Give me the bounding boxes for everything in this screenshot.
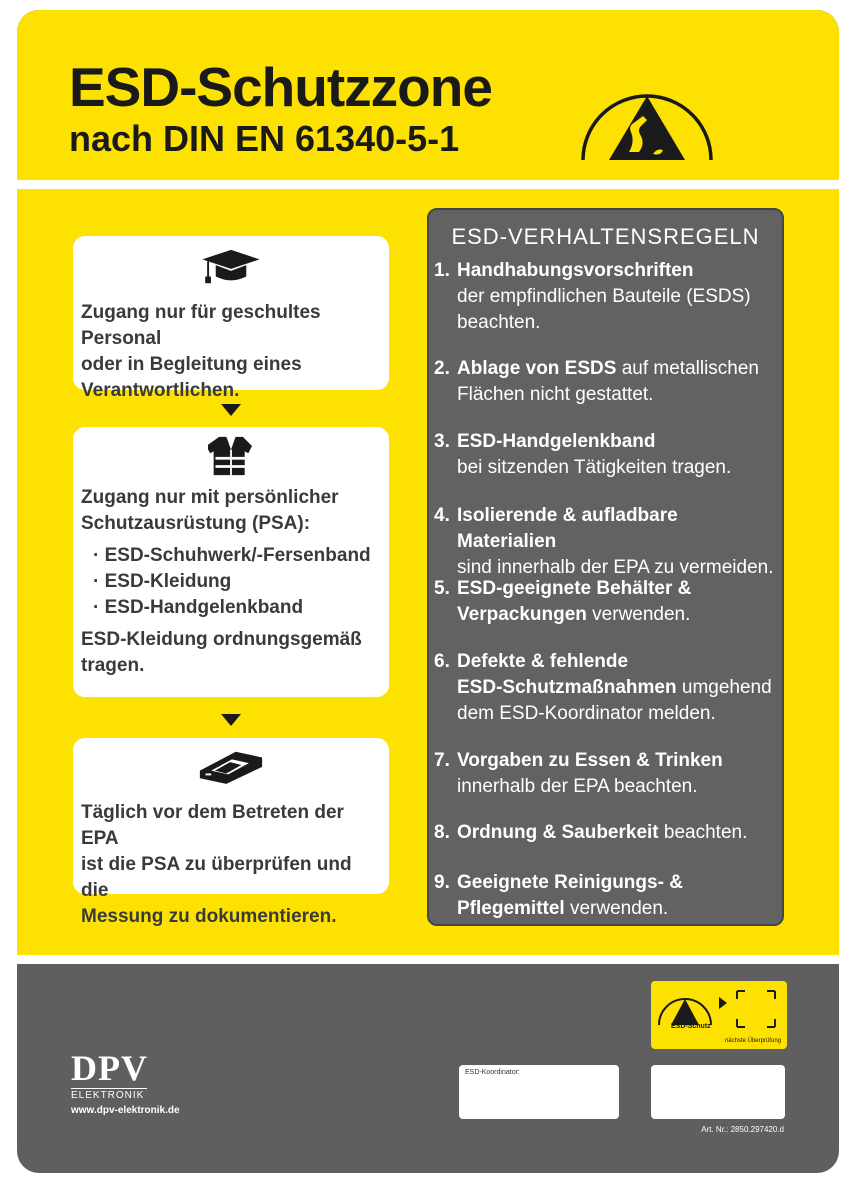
logo-subtitle: ELEKTRONIK <box>71 1090 145 1101</box>
rule-item: 3. ESD-Handgelenkband bei sitzenden Tätigkeiten tragen. <box>434 431 732 478</box>
step-text-line: Zugang nur mit persönlicher <box>81 487 339 508</box>
rule-item: 6. Defekte & fehlende ESD-Schutzmaßnahmen umgehend dem ESD-Koordinator melden. <box>434 651 772 724</box>
header-divider <box>17 180 839 189</box>
rule-item: 5. ESD-geeignete Behälter & Verpackungen verwenden. <box>434 578 692 625</box>
flow-arrow-icon <box>221 404 241 416</box>
sticker-note: nächste Überprüfung <box>724 1038 781 1044</box>
inspection-sticker <box>651 981 787 1049</box>
ppe-list <box>81 543 383 621</box>
article-number: Art. Nr.: 2850.297420.d <box>701 1125 784 1134</box>
rules-panel <box>427 208 784 926</box>
rule-item: 9. Geeignete Reinigungs- & Pflegemittel verwenden. <box>434 872 683 919</box>
list-item: · ESD-Schuhwerk/-Fersenband <box>93 543 383 569</box>
flow-arrow-icon <box>221 714 241 726</box>
step-text-line: ist die PSA zu überprüfen und die <box>81 854 352 901</box>
rules-title: ESD-VERHALTENSREGELN <box>451 224 760 249</box>
step-card-daily-check <box>73 738 389 927</box>
coordinator-label: ESD-Koordinator: <box>465 1069 520 1076</box>
list-item: · ESD-Kleidung <box>93 569 383 595</box>
page-subtitle: nach DIN EN 61340-5-1 <box>69 118 460 159</box>
esd-sign <box>17 10 839 1173</box>
step-text-line: oder in Begleitung eines <box>81 354 302 375</box>
rule-item: 4. Isolierende & aufladbare Materialien sind innerhalb der EPA zu vermeiden. <box>434 505 774 578</box>
list-item: · ESD-Handgelenkband <box>93 595 383 621</box>
sticker-label: ESD-Schutz <box>671 1023 711 1030</box>
yellow-panel <box>17 10 839 955</box>
step-text-line: Messung zu dokumentieren. <box>81 906 337 927</box>
esd-tester-icon <box>198 746 264 784</box>
company-logo <box>71 1050 148 1101</box>
coordinator-field[interactable] <box>459 1065 619 1119</box>
rule-item: 7. Vorgaben zu Essen & Trinken innerhalb der EPA beachten. <box>434 750 723 797</box>
step-card-training <box>73 236 389 401</box>
rule-item: 1. Handhabungsvorschriften der empfindlichen Bauteile (ESDS) beachten. <box>434 260 751 333</box>
esd-warning-icon <box>577 66 717 162</box>
step-text-line: Schutzausrüstung (PSA): <box>81 513 311 534</box>
date-field[interactable] <box>651 1065 785 1119</box>
step-card-ppe <box>73 427 389 697</box>
step-text-line: Täglich vor dem Betreten der EPA <box>81 802 344 849</box>
logo-name: DPV <box>71 1048 148 1088</box>
step-text-line: tragen. <box>81 655 145 676</box>
graduation-cap-icon <box>200 246 262 288</box>
page-title: ESD-Schutzzone <box>69 56 492 118</box>
step-text-line: Verantwortlichen. <box>81 380 240 401</box>
footer-divider <box>17 955 839 964</box>
rule-item: 8. Ordnung & Sauberkeit beachten. <box>434 822 748 843</box>
rule-item: 2. Ablage von ESDS auf metallischen Flächen nicht gestattet. <box>434 358 759 405</box>
step-text-line: ESD-Kleidung ordnungsgemäß <box>81 629 362 650</box>
safety-vest-icon <box>208 435 254 477</box>
step-text-line: Zugang nur für geschultes Personal <box>81 302 321 349</box>
website-url: www.dpv-elektronik.de <box>71 1105 180 1116</box>
